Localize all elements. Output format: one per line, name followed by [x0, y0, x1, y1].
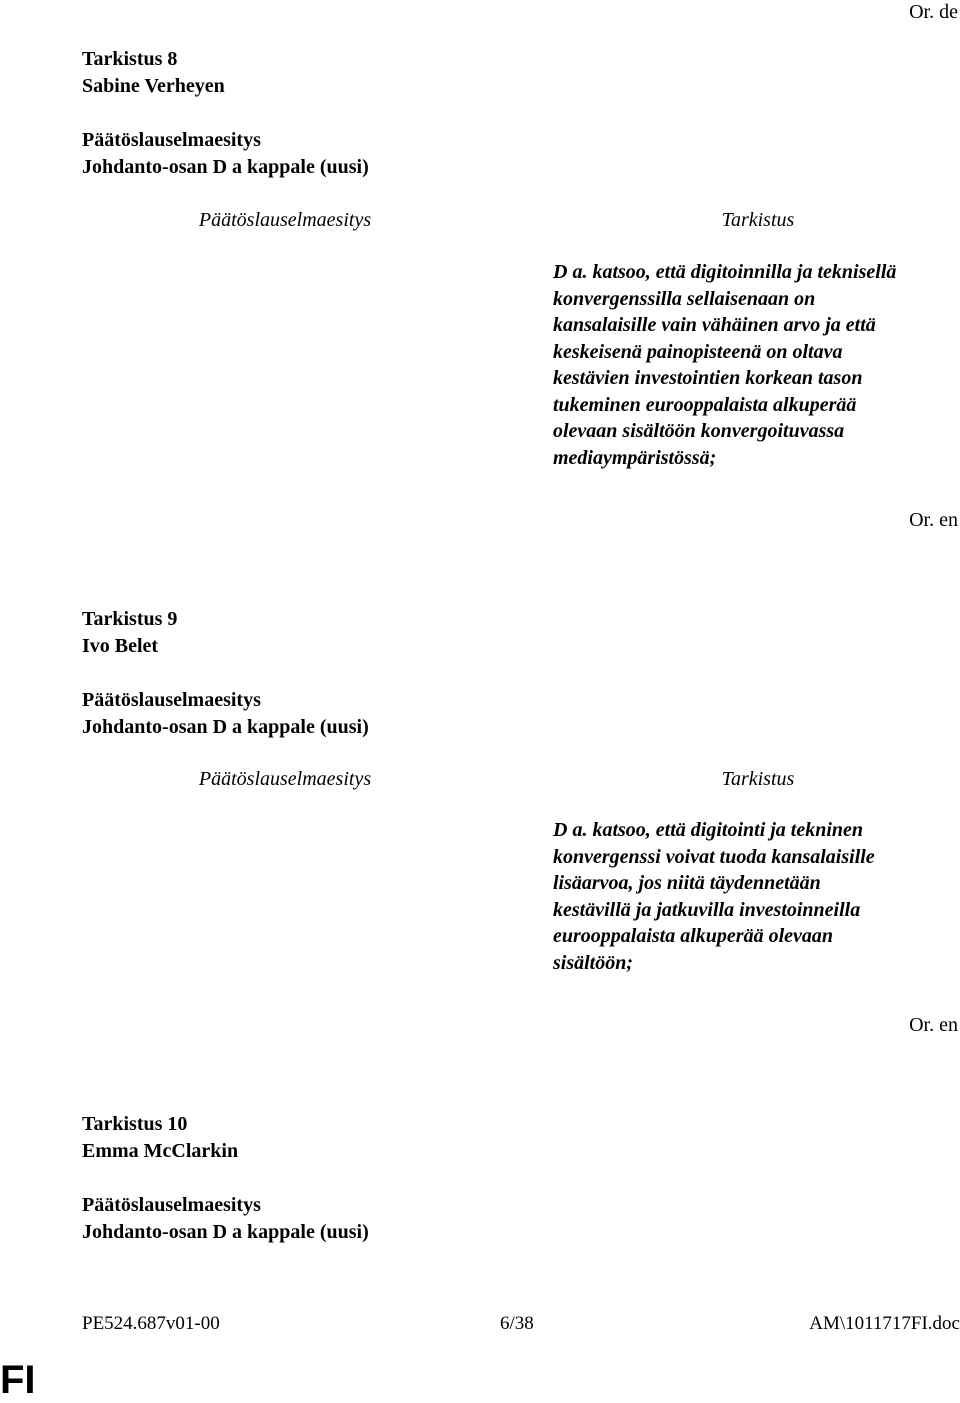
text-line: konvergenssi voivat tuoda kansalaisille: [553, 845, 875, 868]
amendment-heading: Tarkistus 10: [82, 1113, 188, 1135]
language-code-mark: FI: [0, 1358, 36, 1402]
amendment-location: Johdanto-osan D a kappale (uusi): [82, 156, 369, 178]
text-line: eurooppalaista alkuperää olevaan: [553, 925, 834, 947]
original-language-label: Or. en: [909, 1014, 958, 1036]
document-reference: PE524.687v01-00: [82, 1313, 220, 1334]
amendment-author: Emma McClarkin: [82, 1140, 239, 1162]
column-heading-amendment: Tarkistus: [721, 209, 795, 231]
amendment-author: Ivo Belet: [82, 635, 159, 657]
file-reference: AM\1011717FI.doc: [809, 1313, 960, 1334]
column-heading-original: Päätöslauselmaesitys: [198, 209, 372, 231]
amendment-heading: Tarkistus 9: [82, 608, 178, 630]
text-line: mediaympäristössä;: [553, 446, 717, 469]
text-line: kestävien investointien korkean tason: [553, 367, 863, 389]
text-line: olevaan sisältöön konvergoituvassa: [553, 420, 845, 442]
text-line: sisältöön;: [553, 951, 634, 974]
amendment-location: Johdanto-osan D a kappale (uusi): [82, 716, 369, 738]
text-line: kestävillä ja jatkuvilla investoinneilla: [553, 898, 861, 921]
amendment-text: [553, 259, 953, 471]
paragraph-lead: D a.: [553, 261, 588, 283]
original-language-label: Or. en: [909, 509, 958, 531]
page-number: 6/38: [500, 1313, 534, 1334]
amendment-heading: Tarkistus 8: [82, 48, 178, 70]
amendment-location: Johdanto-osan D a kappale (uusi): [82, 1221, 369, 1243]
column-heading-amendment: Tarkistus: [721, 768, 795, 790]
text-line: katsoo, että digitoinnilla ja teknisellä: [592, 261, 897, 283]
paragraph-lead: D a.: [553, 819, 588, 841]
text-line: kansalaisille vain vähäinen arvo ja että: [553, 314, 876, 336]
text-line: lisäarvoa, jos niitä täydennetään: [553, 872, 821, 894]
document-type: Päätöslauselmaesitys: [82, 689, 261, 711]
column-heading-original: Päätöslauselmaesitys: [198, 768, 372, 790]
original-language-label: Or. de: [909, 1, 958, 23]
document-type: Päätöslauselmaesitys: [82, 129, 261, 151]
amendment-text: [553, 817, 953, 976]
text-line: konvergenssilla sellaisenaan on: [553, 287, 816, 310]
text-line: katsoo, että digitointi ja tekninen: [592, 819, 864, 841]
document-type: Päätöslauselmaesitys: [82, 1194, 261, 1216]
text-line: tukeminen eurooppalaista alkuperää: [553, 393, 857, 416]
text-line: keskeisenä painopisteenä on oltava: [553, 340, 843, 363]
amendment-author: Sabine Verheyen: [82, 75, 225, 97]
